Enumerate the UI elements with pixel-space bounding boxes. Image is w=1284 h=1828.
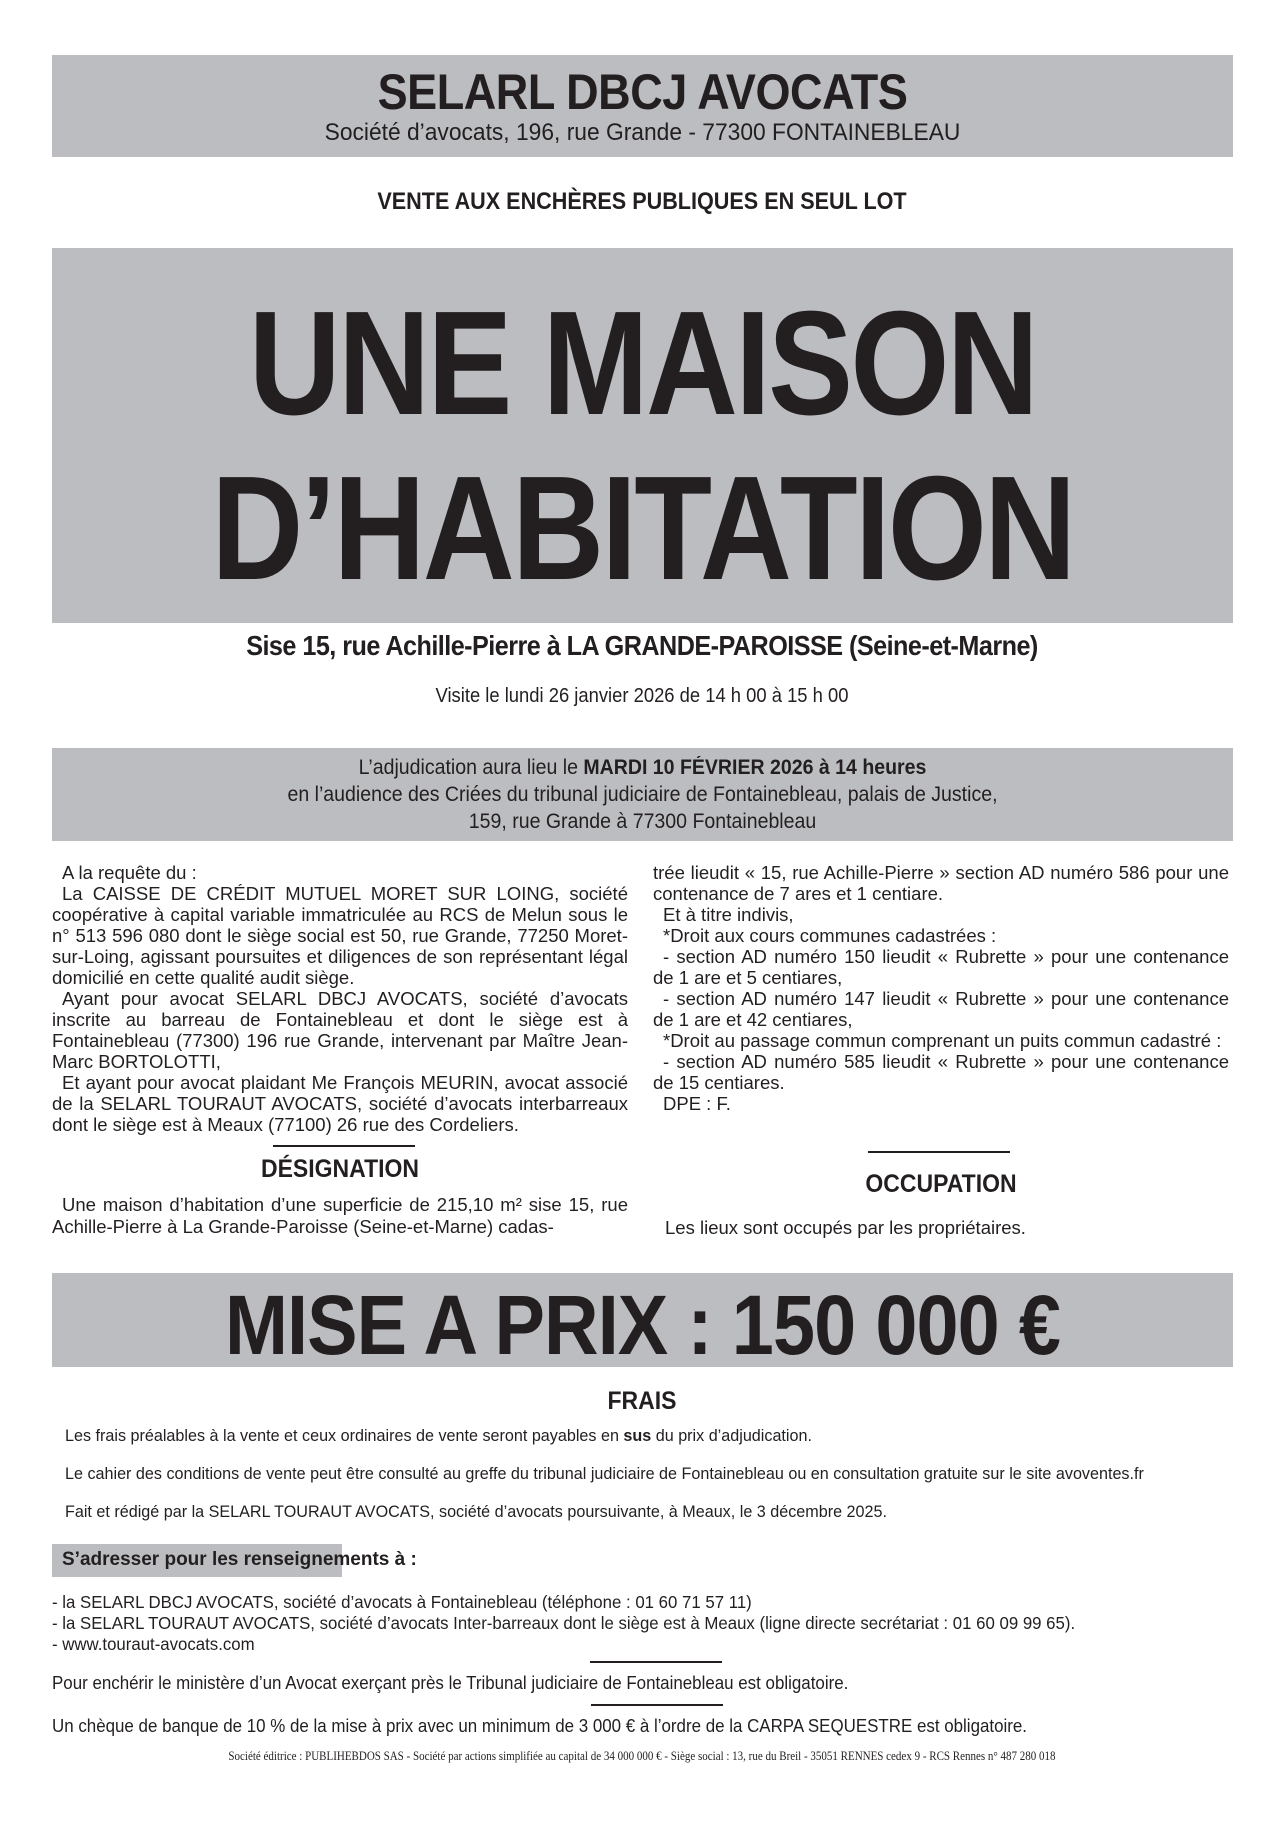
fees-heading: FRAIS — [607, 1387, 677, 1415]
designation-paragraph: - section AD numéro 585 lieudit « Rubrette » pour une contenance de 15 centiares. — [653, 1051, 1229, 1093]
request-paragraph: La CAISSE DE CRÉDIT MUTUEL MORET SUR LOING, société coopérative à capital variable immatriculée au RCS de Melun sous le n° 513 596 080 dont le siège social est 50, rue Grande, 77250 Moret-sur-Loing, agissant poursuites et diligences de son représentant légal domicilié en cette qualité audit siège. — [52, 883, 628, 988]
designation-paragraph: - section AD numéro 150 lieudit « Rubrette » pour une contenance de 1 are et 5 centiares, — [653, 946, 1229, 988]
occupation-heading: OCCUPATION — [865, 1170, 1017, 1198]
fees-line1-bold: sus — [623, 1426, 652, 1445]
designation-paragraph: Et à titre indivis, — [663, 904, 794, 925]
occupation-body: Les lieux sont occupés par les propriétaires. — [665, 1217, 1026, 1238]
firm-address: Société d’avocats, 196, rue Grande - 77300 FONTAINEBLEAU — [324, 119, 961, 146]
designation-heading: DÉSIGNATION — [260, 1155, 420, 1183]
designation-paragraph: trée lieudit « 15, rue Achille-Pierre » section AD numéro 586 pour une contenance de 7 ares et 1 centiare. — [653, 862, 1229, 904]
fees-line3: Fait et rédigé par la SELARL TOURAUT AVOCATS, société d’avocats poursuivante, à Meaux, le 3 décembre 2025. — [65, 1502, 887, 1521]
contact-line: - la SELARL TOURAUT AVOCATS, société d’avocats Inter-barreaux dont le siège est à Meaux (ligne directe secrétariat : 01 60 09 99 65). — [52, 1613, 1076, 1633]
request-paragraph: Ayant pour avocat SELARL DBCJ AVOCATS, société d’avocats inscrite au barreau de Fontainebleau et dont le siège est à Fontainebleau (77300) 196 rue Grande, intervenant par Maître Jean-Marc BORTOLOTTI, — [52, 988, 628, 1072]
request-paragraph: A la requête du : — [62, 862, 197, 883]
designation-paragraph: DPE : F. — [663, 1093, 731, 1114]
request-column — [52, 862, 628, 1135]
bidding-note: Pour enchérir le ministère d’un Avocat exerçant près le Tribunal judiciaire de Fontainebleau est obligatoire. — [52, 1673, 849, 1693]
fees-line1-suffix: du prix d’adjudication. — [651, 1426, 812, 1445]
starting-price: MISE A PRIX : 150 000 € — [224, 1278, 1061, 1372]
adjudication-line2: en l’audience des Criées du tribunal judiciaire de Fontainebleau, palais de Justice, — [287, 783, 998, 806]
adjudication-line1 — [93, 756, 1191, 780]
designation-body — [52, 1194, 628, 1238]
property-title-line2: D’HABITATION — [211, 446, 1074, 611]
firm-name: SELARL DBCJ AVOCATS — [377, 64, 908, 120]
designation-continued-column — [653, 862, 1229, 1114]
fees-line1 — [65, 1426, 812, 1446]
occupation-divider — [868, 1151, 1010, 1153]
contact-line: - la SELARL DBCJ AVOCATS, société d’avocats à Fontainebleau (téléphone : 01 60 71 57 11) — [52, 1592, 752, 1612]
fees-line2: Le cahier des conditions de vente peut être consulté au greffe du tribunal judiciaire de Fontainebleau ou en consultation gratuite sur le site avoventes.fr — [65, 1464, 1144, 1483]
designation-paragraph: - section AD numéro 147 lieudit « Rubrette » pour une contenance de 1 are et 42 centiares, — [653, 988, 1229, 1030]
visit-info: Visite le lundi 26 janvier 2026 de 14 h 00 à 15 h 00 — [435, 685, 849, 707]
property-title-band — [52, 248, 1233, 623]
property-location: Sise 15, rue Achille-Pierre à LA GRANDE-PAROISSE (Seine-et-Marne) — [246, 630, 1038, 661]
contacts-heading-band — [52, 1544, 417, 1577]
contact-website-link[interactable]: - www.touraut-avocats.com — [52, 1634, 255, 1654]
designation-divider — [273, 1145, 415, 1147]
cheque-note: Un chèque de banque de 10 % de la mise à prix avec un minimum de 3 000 € à l’ordre de la CARPA SEQUESTRE est obligatoire. — [52, 1716, 1028, 1736]
request-paragraph: Et ayant pour avocat plaidant Me François MEURIN, avocat associé de la SELARL TOURAUT AVOCATS, société d’avocats interbarreaux dont le siège est à Meaux (77100) 26 rue des Cordeliers. — [52, 1072, 628, 1135]
designation-paragraph: *Droit aux cours communes cadastrées : — [663, 925, 997, 946]
contacts-heading: S’adresser pour les renseignements à : — [62, 1549, 417, 1570]
notes-divider — [590, 1661, 722, 1663]
designation-paragraph: *Droit au passage commun comprenant un puits commun cadastré : — [663, 1030, 1222, 1051]
adjudication-line3: 159, rue Grande à 77300 Fontainebleau — [468, 810, 817, 833]
notes-divider — [591, 1704, 723, 1706]
starting-price-band — [52, 1273, 1233, 1372]
adjudication-band — [52, 748, 1233, 841]
fees-line1-prefix: Les frais préalables à la vente et ceux ordinaires de vente seront payables en — [65, 1426, 624, 1445]
property-title-line1: UNE MAISON — [248, 281, 1037, 446]
firm-header-band — [52, 55, 1233, 157]
publisher-footer: Société éditrice : PUBLIHEBDOS SAS - Société par actions simplifiée au capital de 34 000 000 € - Siège social : 13, rue du Breil - 35051 RENNES cedex 9 - RCS Rennes n° 487 280 018 — [228, 1749, 1056, 1763]
adjudication-prefix: L’adjudication aura lieu le — [358, 756, 584, 779]
adjudication-date: MARDI 10 FÉVRIER 2026 à 14 heures — [583, 756, 927, 779]
sale-type-heading: VENTE AUX ENCHÈRES PUBLIQUES EN SEUL LOT — [377, 188, 907, 215]
designation-body-text: Une maison d’habitation d’une superficie de 215,10 m² sise 15, rue Achille-Pierre à La Grande-Paroisse (Seine-et-Marne) cadas- — [52, 1194, 628, 1237]
